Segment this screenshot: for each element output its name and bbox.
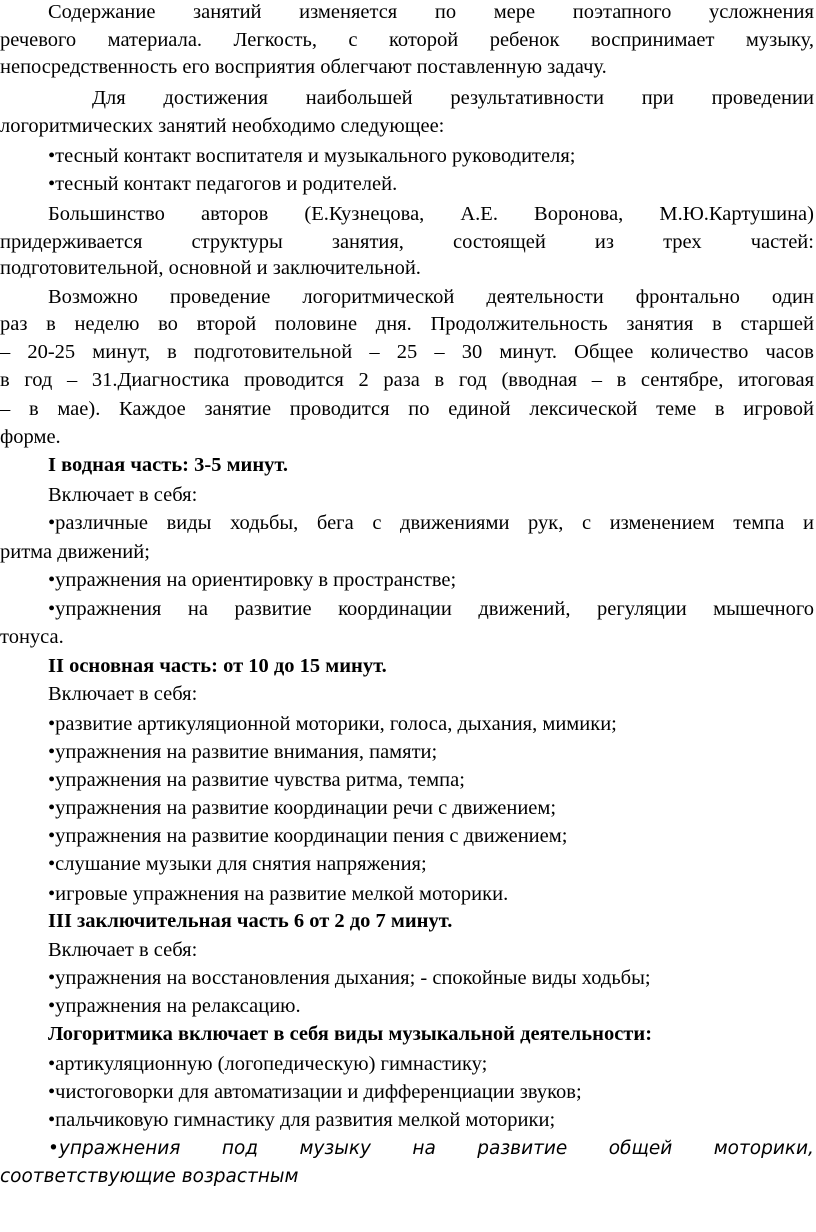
word: – <box>369 341 380 363</box>
word: проведение <box>169 286 271 308</box>
word: А.Е. <box>460 203 498 225</box>
word: речевого <box>0 29 77 51</box>
word: – <box>0 341 11 363</box>
word: часов <box>765 341 814 363</box>
text-line <box>0 314 814 335</box>
word: занятие <box>204 398 272 420</box>
text-line <box>48 204 814 225</box>
word: Возможно <box>48 286 138 308</box>
text-line <box>0 370 814 391</box>
word: музыку <box>299 1138 371 1159</box>
word: •упражнения <box>48 598 162 620</box>
word: по <box>434 1 457 23</box>
word: проведении <box>711 87 814 109</box>
word: виды <box>166 512 212 534</box>
list-item: •упражнения на развитие внимания, памяти; <box>48 741 438 763</box>
word: неделю <box>74 313 140 335</box>
word: Продолжительность <box>430 313 608 335</box>
word: движений, <box>478 598 571 620</box>
text-line <box>0 399 814 420</box>
word: в <box>434 369 445 391</box>
text-line: соответствующие возрастным <box>0 1166 299 1187</box>
word: мае). <box>57 398 101 420</box>
word: (Е.Кузнецова, <box>304 203 425 225</box>
word: придерживается <box>0 231 143 253</box>
text-line: форме. <box>0 426 61 448</box>
word: в <box>616 369 627 391</box>
word: с <box>372 512 382 534</box>
list-item: •чистоговорки для автоматизации и дифференциации звуков; <box>48 1081 582 1103</box>
list-item <box>48 1140 814 1159</box>
word: в <box>0 369 10 391</box>
list-item: •слушание музыки для снятия напряжения; <box>48 853 427 875</box>
text-line: логоритмических занятий необходимо следующее: <box>0 115 445 137</box>
text-line: Включает в себя: <box>48 683 198 705</box>
word: во <box>158 313 178 335</box>
text-line: подготовительной, основной и заключительной. <box>0 257 421 279</box>
text-line <box>0 232 814 253</box>
list-item: •артикуляционную (логопедическую) гимнастику; <box>48 1053 488 1075</box>
list-item: •упражнения на ориентировку в пространстве; <box>48 569 457 591</box>
list-item: •упражнения на развитие чувства ритма, темпа; <box>48 769 465 791</box>
word: частей: <box>750 231 814 253</box>
word: год <box>458 369 487 391</box>
word: развитие <box>477 1138 568 1159</box>
word: Каждое <box>119 398 186 420</box>
word: которой <box>388 29 459 51</box>
word: и <box>802 512 814 534</box>
word: занятия, <box>331 231 404 253</box>
text-line: Включает в себя: <box>48 484 198 506</box>
word: единой <box>448 398 511 420</box>
word: в <box>714 398 725 420</box>
word: координации <box>338 598 452 620</box>
text-line: ритма движений; <box>0 541 150 563</box>
word: минут. <box>499 341 558 363</box>
word: по <box>408 398 430 420</box>
word: структуры <box>191 231 283 253</box>
word: – <box>434 341 445 363</box>
word: 2 <box>358 369 369 391</box>
word: материала. <box>107 29 203 51</box>
word: общей <box>608 1138 673 1159</box>
word: с <box>348 29 358 51</box>
word: минут, <box>92 341 151 363</box>
word: раза <box>383 369 420 391</box>
word: музыку, <box>745 29 814 51</box>
word: количество <box>650 341 749 363</box>
section-heading: III заключительная часть 6 от 2 до 7 минут. <box>48 910 453 932</box>
word: дня. <box>375 313 412 335</box>
list-item: •пальчиковую гимнастику для развития мелкой моторики; <box>48 1109 556 1131</box>
word: •упражнения <box>48 1138 181 1159</box>
word: усложнения <box>708 1 814 23</box>
word: Общее <box>574 341 634 363</box>
section-heading: Логоритмика включает в себя виды музыкальной деятельности: <box>48 1023 653 1045</box>
word: воспринимает <box>590 29 715 51</box>
word: год <box>24 369 53 391</box>
word: рук, <box>528 512 564 534</box>
word: 30 <box>461 341 483 363</box>
word: мере <box>493 1 536 23</box>
word: Легкость, <box>233 29 317 51</box>
word: занятий <box>193 1 262 23</box>
text-line <box>0 342 814 363</box>
word: 25 <box>396 341 418 363</box>
word: наибольшей <box>305 87 413 109</box>
word: из <box>594 231 614 253</box>
word: темпа <box>733 512 785 534</box>
list-item: •упражнения на восстановления дыхания; - спокойные виды ходьбы; <box>48 967 651 989</box>
word: с <box>581 512 592 534</box>
word: Воронова, <box>534 203 624 225</box>
word: старшей <box>740 313 814 335</box>
word: под <box>221 1138 259 1159</box>
word: проводится <box>244 369 344 391</box>
word: в <box>167 341 177 363</box>
section-heading: I водная часть: 3-5 минут. <box>48 454 289 476</box>
word: логоритмической <box>302 286 455 308</box>
text-line <box>48 2 814 23</box>
list-item <box>48 599 814 620</box>
word: М.Ю.Картушина) <box>659 203 814 225</box>
word: теме <box>656 398 697 420</box>
word: авторов <box>200 203 269 225</box>
word: развитие <box>234 598 312 620</box>
list-item <box>48 513 814 534</box>
word: Большинство <box>48 203 165 225</box>
word: игровой <box>743 398 814 420</box>
word: изменением <box>609 512 715 534</box>
word: ходьбы, <box>230 512 299 534</box>
word: регуляции <box>596 598 687 620</box>
word: в <box>712 313 722 335</box>
word: – <box>66 369 78 391</box>
word: 31.Диагностика <box>91 369 230 391</box>
word: Содержание <box>48 1 156 23</box>
word: состоящей <box>453 231 546 253</box>
word: 20-25 <box>27 341 76 363</box>
word: второй <box>196 313 257 335</box>
list-item: •игровые упражнения на развитие мелкой моторики. <box>48 883 509 905</box>
word: итоговая <box>738 369 814 391</box>
text-line: тонуса. <box>0 626 64 648</box>
word: достижения <box>163 87 268 109</box>
word: один <box>771 286 814 308</box>
text-line <box>48 287 814 308</box>
list-item: •развитие артикуляционной моторики, голоса, дыхания, мимики; <box>48 713 617 735</box>
section-heading: II основная часть: от 10 до 15 минут. <box>48 655 387 677</box>
word: поэтапного <box>572 1 672 23</box>
word: (вводная <box>501 369 578 391</box>
text-line <box>92 88 814 109</box>
word: на <box>187 598 208 620</box>
word: лексической <box>529 398 638 420</box>
word: моторики, <box>713 1138 814 1159</box>
word: проводится <box>289 398 390 420</box>
word: при <box>641 87 674 109</box>
list-item: •тесный контакт педагогов и родителей. <box>48 173 398 195</box>
word: мышечного <box>713 598 814 620</box>
word: на <box>412 1138 436 1159</box>
word: раз <box>0 313 28 335</box>
word: деятельности <box>486 286 604 308</box>
word: ребенок <box>489 29 560 51</box>
word: движениями <box>400 512 510 534</box>
word: Для <box>92 87 126 109</box>
word: – <box>591 369 602 391</box>
list-item: •тесный контакт воспитателя и музыкального руководителя; <box>48 145 576 167</box>
list-item: •упражнения на релаксацию. <box>48 995 301 1017</box>
word: подготовительной <box>193 341 353 363</box>
word: половине <box>274 313 358 335</box>
word: сентябре, <box>640 369 724 391</box>
word: результативности <box>450 87 604 109</box>
word: фронтально <box>635 286 740 308</box>
text-line: непосредственность его восприятия облегчают поставленную задачу. <box>0 56 607 78</box>
word: трех <box>663 231 702 253</box>
list-item: •упражнения на развитие координации пения с движением; <box>48 825 568 847</box>
word: в <box>28 398 39 420</box>
word: изменяется <box>299 1 398 23</box>
text-line: Включает в себя: <box>48 939 198 961</box>
list-item: •упражнения на развитие координации речи с движением; <box>48 797 557 819</box>
text-line <box>0 30 814 51</box>
word: занятия <box>626 313 694 335</box>
word: – <box>0 398 11 420</box>
word: бега <box>316 512 354 534</box>
word: •различные <box>48 512 148 534</box>
word: в <box>46 313 56 335</box>
